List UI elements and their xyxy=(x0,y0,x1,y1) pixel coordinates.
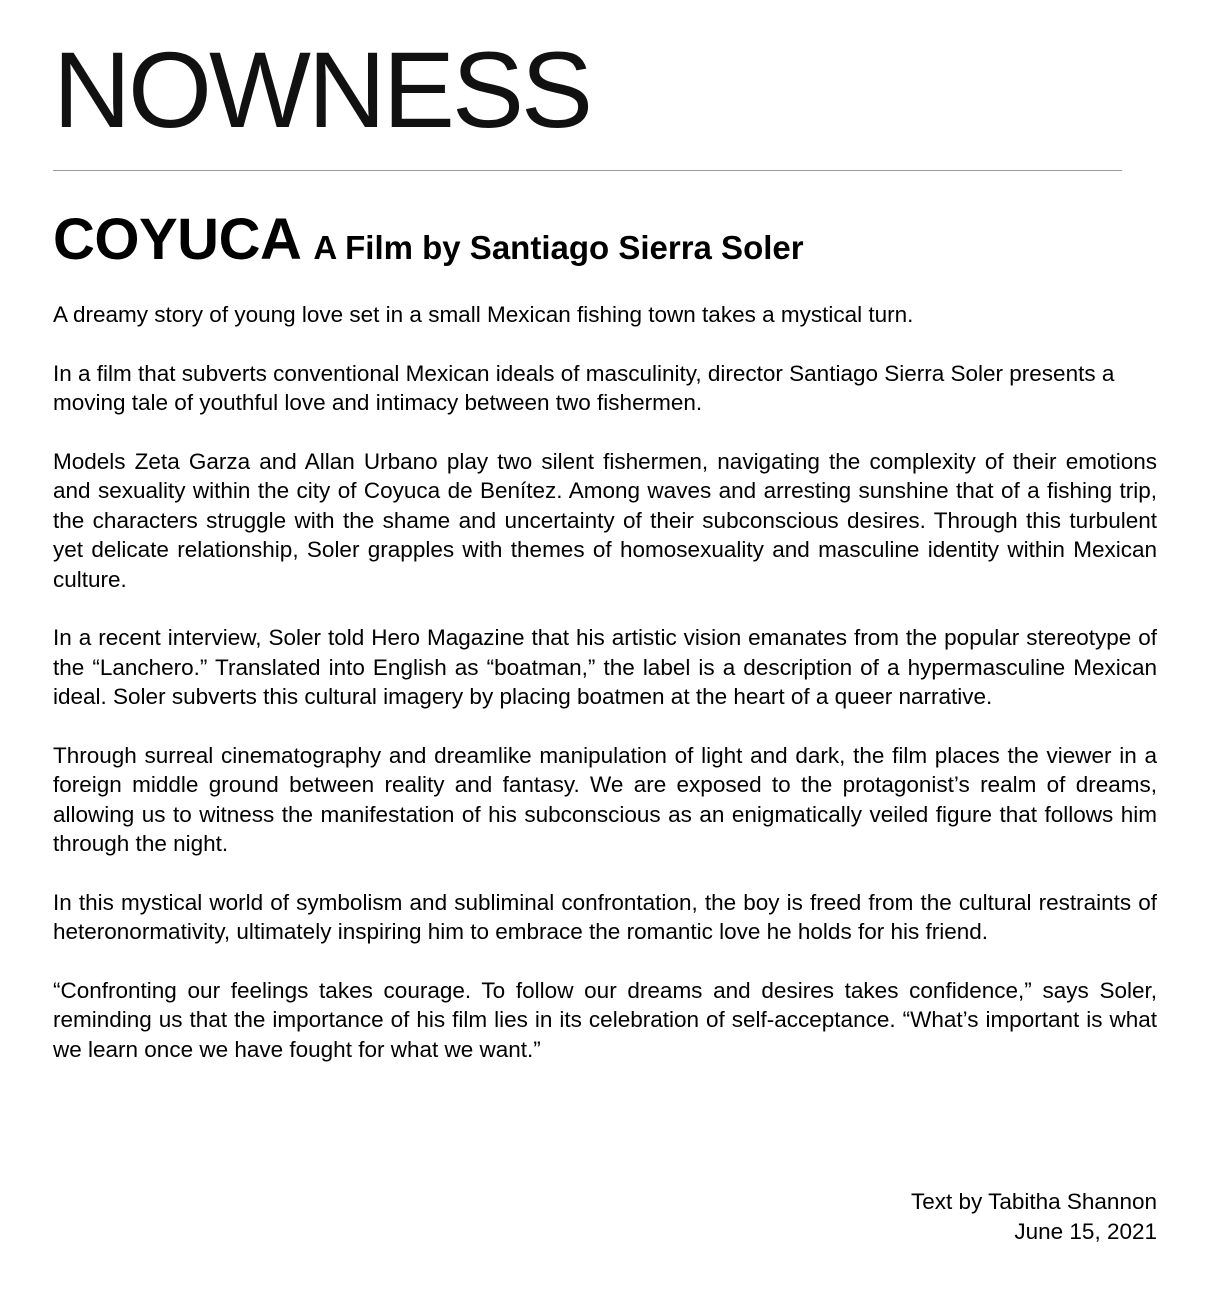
paragraph-4: In a recent interview, Soler told Hero Magazine that his artistic vision emanates from the popular stereotype of the “Lanchero.” Translated into English as “boatman,” the label is a description of a hypermasculine Mexican ideal. Soler subverts this cultural imagery by placing boatmen at the heart of a queer narrative. xyxy=(53,625,1157,709)
header-divider xyxy=(53,170,1122,171)
paragraph-intro: A dreamy story of young love set in a small Mexican fishing town takes a mystical turn. xyxy=(53,302,914,327)
paragraph-5: Through surreal cinematography and dreamlike manipulation of light and dark, the film places the viewer in a foreign middle ground between reality and fantasy. We are exposed to the protagonist’s realm of dreams, allowing us to witness the manifestation of his subconscious as an enigmatically veiled figure that follows him through the night. xyxy=(53,742,1157,856)
headline xyxy=(53,200,804,295)
paragraph-2: In a film that subverts conventional Mexican ideals of masculinity, director Santiago Sierra Soler presents a moving tale of youthful love and intimacy between two fishermen. xyxy=(53,360,1115,415)
article-title: COYUCA xyxy=(53,207,302,272)
author-credit: Text by Tabitha Shannon xyxy=(910,1189,1157,1214)
publish-date: June 15, 2021 xyxy=(1014,1218,1157,1244)
paragraph-6: In this mystical world of symbolism and subliminal confrontation, the boy is freed from the cultural restraints of heteronormativity, ultimately inspiring him to embrace the romantic love he holds for his friend. xyxy=(53,889,1157,944)
article-subtitle: A Film by Santiago Sierra Soler xyxy=(313,229,804,266)
paragraph-7: “Confronting our feelings takes courage. To follow our dreams and desires takes confidence,” says Soler, reminding us that the importance of his film lies in its celebration of self-acceptance. “What’s important is what we learn once we have fought for what we want.” xyxy=(53,977,1157,1062)
nowness-logo: NOWNESS xyxy=(53,29,591,150)
article-body xyxy=(53,300,1157,1093)
article-credits xyxy=(911,1187,1157,1246)
paragraph-3: Models Zeta Garza and Allan Urbano play two silent fishermen, navigating the complexity of their emotions and sexuality within the city of Coyuca de Benítez. Among waves and arresting sunshine that of a fishing trip, the characters struggle with the shame and uncertainty of their subconscious desires. Through this turbulent yet delicate relationship, Soler grapples with themes of homosexuality and masculine identity within Mexican culture. xyxy=(53,448,1157,592)
